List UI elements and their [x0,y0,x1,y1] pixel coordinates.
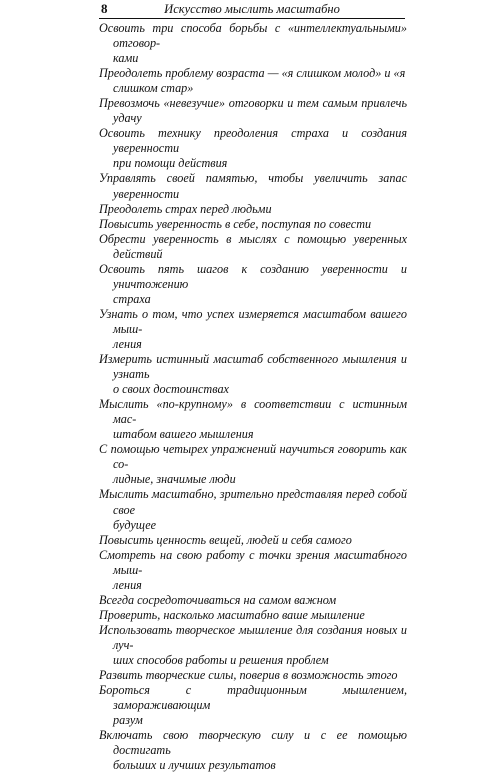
list-item-text: Использовать творческое мышление для создания новых и луч- ших способов работы и решения проблем [99,622,407,667]
list-item [99,352,407,397]
list-item-text: Повысить уверенность в себе, поступая по совести [99,216,372,231]
list-item [99,593,407,608]
list-item-text: Превозмочь «невезучие» отговорки и тем самым привлечь удачу [99,96,407,126]
list-item [99,608,407,623]
list-item-text: Измерить истинный масштаб собственного мышления и узнать о своих достоинствах [99,352,407,397]
list-item-text: Освоить три способа борьбы с «интеллектуальными» отговор- ками [99,21,407,66]
list-item [99,728,407,773]
list-item-text: Обрести уверенность в мыслях с помощью уверенных действий [99,231,407,261]
chapter-list [99,21,407,773]
list-item-text: Управлять своей памятью, чтобы увеличить запас уверенности [99,171,407,201]
list-item [99,126,407,171]
list-item [99,217,407,232]
list-item [99,442,407,487]
running-header [99,0,405,19]
list-item [99,307,407,352]
page-number: 8 [101,1,108,16]
list-item-text: Преодолеть проблему возраста — «я слишком молод» и «я слишком стар» [99,66,406,96]
list-item [99,668,407,683]
list-item [99,533,407,548]
list-item [99,232,407,262]
list-item-text: С помощью четырех упражнений научиться говорить как со- лидные, значимые люди [99,442,407,487]
list-item [99,21,407,66]
list-item [99,397,407,442]
list-item [99,202,407,217]
list-item-text: Бороться с традиционным мышлением, замораживающим разум [99,683,407,728]
list-item-text: Мыслить масштабно, зрительно представляя перед собой свое будущее [99,487,407,532]
list-item-text: Мыслить «по-крупному» в соответствии с истинным мас- штабом вашего мышления [99,397,407,442]
list-item-text: Развить творческие силы, поверив в возможность этого [99,668,398,683]
list-item-text: Повысить ценность вещей, людей и себя самого [99,532,352,547]
list-item [99,262,407,307]
list-item-text: Всегда сосредоточиваться на самом важном [99,592,337,607]
list-item [99,66,407,96]
list-item [99,548,407,593]
list-item-text: Освоить пять шагов к созданию уверенности и уничтожению страха [99,261,407,306]
running-title: Искусство мыслить масштабно [164,2,340,16]
list-item-text: Смотреть на свою работу с точки зрения масштабного мыш- ления [99,547,407,592]
list-item-text: Узнать о том, что успех измеряется масштабом вашего мыш- ления [99,306,407,351]
list-item-text: Преодолеть страх перед людьми [99,201,272,216]
list-item [99,171,407,201]
list-item-text: Проверить, насколько масштабно ваше мышление [99,607,365,622]
list-item [99,623,407,668]
list-item [99,487,407,532]
list-item [99,683,407,728]
list-item [99,96,407,126]
list-item-text: Включать свою творческую силу и с ее помощью достигать больших и лучших результатов [99,728,407,773]
list-item-text: Освоить технику преодоления страха и создания уверенности при помощи действия [99,126,407,171]
